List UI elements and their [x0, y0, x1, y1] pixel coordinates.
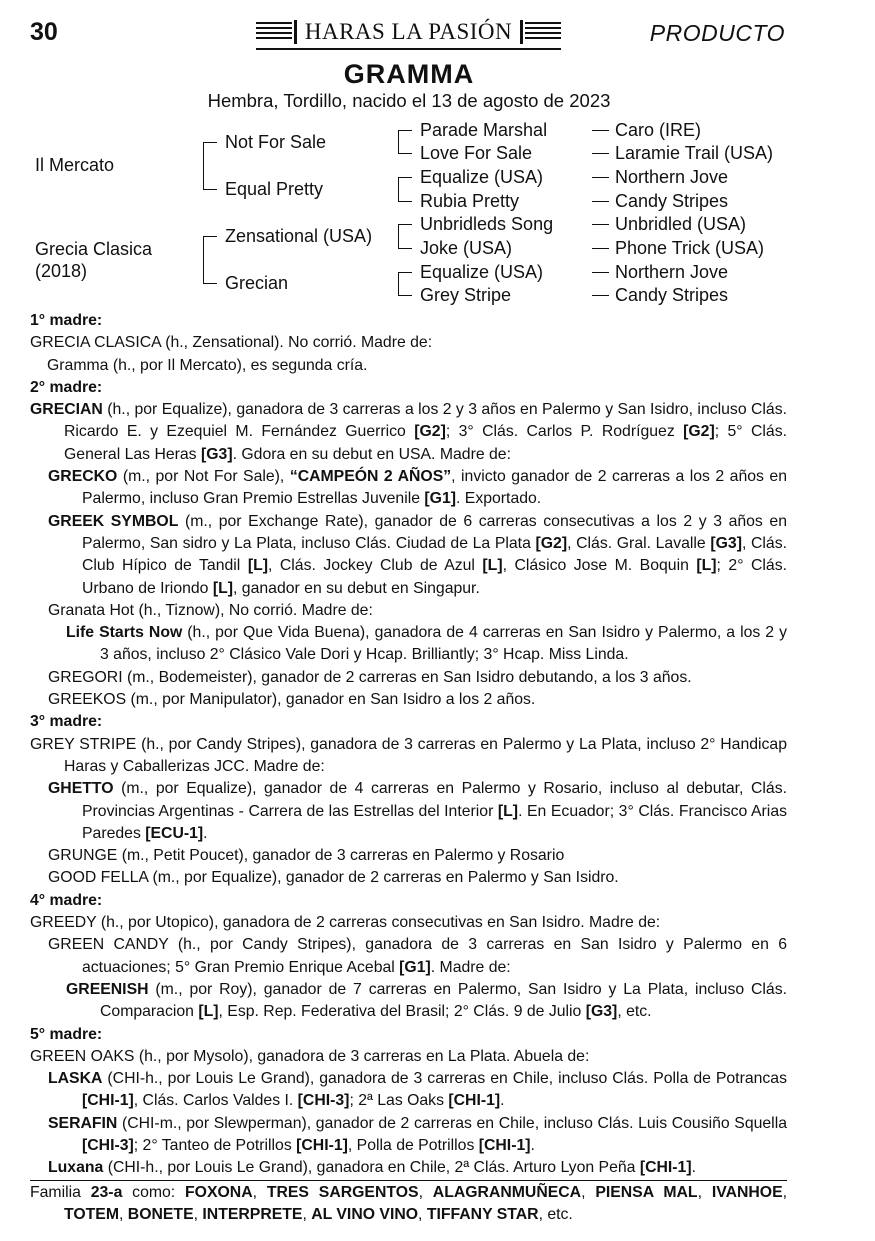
bracket [398, 224, 399, 248]
pedigree-dash [592, 272, 609, 273]
text-run: ; 5° Clás. General Las Heras [64, 423, 788, 463]
record-entry [30, 778, 787, 845]
bold-run: [G3] [585, 1003, 618, 1021]
text-run: (m., por Equalize), ganador de 4 carreras en Palermo y Rosario, incluso al debutar, Clás. Provincias Argentinas - Carrera de las Estrellas del Interior [82, 780, 787, 820]
text-run: (h., por Equalize), ganadora de 3 carreras a los 2 y 3 años en Palermo y San Isidro, incluso Clás. Ricardo E. y Ezequiel M. Fernández Guerrico [64, 401, 787, 441]
ped-g2: Equal Pretty [225, 179, 324, 199]
pedigree-dash [592, 248, 609, 249]
bracket-tick [203, 189, 217, 190]
bracket [203, 142, 204, 189]
bold-run: [G2] [683, 423, 715, 441]
logo-bars-right [525, 22, 561, 42]
text-run: . Gdora en su debut en USA. Madre de: [232, 445, 511, 463]
bold-run: [ECU-1] [145, 824, 204, 842]
ped-g3: Joke (USA) [420, 238, 513, 258]
text-run: , Clás. Carlos Valdes I. [133, 1092, 298, 1110]
record-entry [30, 979, 787, 1024]
bold-run: Life Starts Now [66, 624, 183, 642]
text-run: GOOD FELLA (m., por Equalize), ganador de 2 carreras en Palermo y San Isidro. [48, 869, 619, 887]
text-run: , etc. [617, 1003, 652, 1021]
dam-heading [30, 310, 787, 332]
text-run: (CHI-h., por Louis Le Grand), ganadora en Chile, 2ª Clás. Arturo Lyon Peña [103, 1159, 640, 1177]
record-entry [30, 912, 787, 934]
bold-run: GREENISH [66, 980, 149, 998]
bracket-tick [398, 295, 412, 296]
bracket-tick [203, 142, 217, 143]
bracket-tick [398, 224, 412, 225]
bold-run: [L] [212, 579, 234, 597]
bracket [203, 236, 204, 283]
bold-run: GREEK SYMBOL [48, 512, 179, 530]
record-entry [30, 1068, 787, 1113]
ped-g4: Northern Jove [615, 262, 729, 282]
record-entry [30, 1046, 787, 1068]
bold-run: ALAGRANMUÑECA [432, 1183, 582, 1201]
bold-run: FOXONA [185, 1183, 253, 1201]
ped-g4: Caro (IRE) [615, 120, 702, 140]
family-line [30, 1180, 787, 1227]
ped-g2: Not For Sale [225, 132, 327, 152]
ped-g3: Rubia Pretty [420, 191, 520, 211]
bold-run: PIENSA MAL [595, 1183, 698, 1201]
record-entry [30, 867, 787, 889]
logo-bars-left [256, 22, 292, 42]
brand-name: HARAS LA PASIÓN [304, 19, 513, 44]
section-label: PRODUCTO [649, 20, 785, 46]
dam-year: (2018) [35, 261, 88, 281]
bold-run: LASKA [48, 1070, 103, 1088]
bold-run: GHETTO [48, 780, 114, 798]
text-run: ; 2° Clás. Urbano de Iriondo [82, 557, 788, 597]
ped-g2: Zensational (USA) [225, 226, 373, 246]
text-run: . En Ecuador; 3° Clás. Francisco Arias Paredes [82, 802, 788, 842]
record-entry [30, 667, 787, 689]
record-entry [30, 466, 787, 511]
logo-bar [520, 20, 523, 44]
bold-run: [G1] [424, 490, 457, 508]
produce-record [30, 310, 787, 1226]
bold-run: TIFFANY STAR [426, 1205, 539, 1223]
bold-run: INTERPRETE [202, 1205, 303, 1223]
record-entry [30, 622, 787, 667]
text-run: (m., por Exchange Rate), ganador de 6 carreras consecutivas a los 2 y 3 años en Palermo, San sidro y La Plata, incluso Clás. Ciudad de La Plata [82, 512, 787, 552]
text-run: GREGORI (m., Bodemeister), ganador de 2 carreras en San Isidro debutando, a los 3 años. [48, 668, 692, 686]
bold-run: [L] [497, 802, 519, 820]
bracket [398, 177, 399, 201]
bracket-tick [398, 130, 412, 131]
text-run: 5° madre: [30, 1025, 103, 1043]
text-run: 4° madre: [30, 891, 103, 909]
text-run: , Clás. Gral. Lavalle [567, 534, 711, 552]
text-run: , Clás. Club Hípico de Tandil [82, 534, 787, 575]
text-run: ; 2ª Las Oaks [349, 1092, 449, 1110]
ped-g3: Equalize (USA) [420, 262, 544, 282]
text-run: GREEN OAKS (h., por Mysolo), ganadora de 3 carreras en La Plata. Abuela de: [30, 1047, 590, 1065]
bold-run: AL VINO VINO [311, 1205, 419, 1223]
record-entry [30, 600, 787, 622]
bold-run: [G2] [414, 423, 446, 441]
bold-run: [L] [247, 557, 268, 575]
dam: Grecia Clasica [35, 239, 153, 259]
text-run: , [581, 1183, 596, 1201]
text-run: como: [122, 1183, 186, 1201]
horse-name: GRAMMA [343, 59, 475, 89]
record-entry [30, 1113, 787, 1158]
pedigree-dash [592, 295, 609, 296]
ped-g4: Candy Stripes [615, 285, 729, 305]
bold-run: [L] [482, 557, 503, 575]
bold-run: [G3] [710, 534, 742, 552]
record-entry [30, 845, 787, 867]
text-run: . [203, 824, 208, 842]
bold-run: [G2] [535, 534, 568, 552]
text-run: , Clásico Jose M. Boquin [502, 557, 697, 575]
ped-g4: Phone Trick (USA) [615, 238, 765, 258]
text-run: 3° madre: [30, 713, 103, 731]
text-run: , Polla de Potrillos [347, 1136, 479, 1154]
bold-run: TOTEM [64, 1205, 119, 1223]
text-run: Granata Hot (h., Tiznow), No corrió. Madre de: [48, 601, 373, 619]
text-run: GRECIA CLASICA (h., Zensational). No corrió. Madre de: [30, 334, 433, 352]
bold-run: [G3] [200, 445, 233, 463]
pedigree-dash [592, 201, 609, 202]
dam-heading [30, 890, 787, 912]
ped-g4: Unbridled (USA) [615, 214, 747, 234]
record-entry [30, 511, 787, 600]
ped-g3: Parade Marshal [420, 120, 548, 140]
text-run: . [530, 1136, 535, 1154]
logo-underline [256, 48, 561, 50]
bold-run: [CHI-1] [478, 1136, 531, 1154]
record-entry [30, 689, 787, 711]
bold-run: BONETE [127, 1205, 194, 1223]
record-entry [30, 1157, 787, 1179]
ped-g4: Laramie Trail (USA) [615, 143, 774, 163]
bold-run: SERAFIN [48, 1114, 118, 1132]
brand-logo [256, 18, 561, 48]
text-run: , [418, 1205, 427, 1223]
text-run: , [418, 1183, 433, 1201]
ped-g3: Unbridleds Song [420, 214, 554, 234]
logo-bar [294, 20, 297, 44]
bold-run: 23-a [90, 1183, 123, 1201]
dam-heading [30, 1024, 787, 1046]
bold-run: [CHI-1] [639, 1159, 692, 1177]
bold-run: [CHI-3] [297, 1092, 350, 1110]
dam-heading [30, 711, 787, 733]
bracket-tick [398, 177, 412, 178]
bold-run: GRECKO [48, 468, 118, 486]
text-run: (CHI-h., por Louis Le Grand), ganadora de 3 carreras en Chile, incluso Clás. Polla de Potrancas [102, 1070, 787, 1088]
text-run: . Exportado. [456, 490, 542, 508]
pedigree-dash [592, 153, 609, 154]
ped-g2: Grecian [225, 273, 289, 293]
text-run: 1° madre: [30, 312, 103, 329]
text-run: (CHI-m., por Slewperman), ganador de 2 carreras en Chile, incluso Clás. Luis Cousiño Squella [117, 1114, 787, 1132]
record-entry [30, 332, 787, 354]
text-run: GREY STRIPE (h., por Candy Stripes), ganadora de 3 carreras en Palermo y La Plata, incluso 2° Handicap Haras y Caballerizas JCC. Madre de: [30, 735, 787, 775]
text-run: . Madre de: [430, 958, 511, 976]
bold-run: IVANHOE [711, 1183, 783, 1201]
text-run: (m., por Roy), ganador de 7 carreras en Palermo, San Isidro y La Plata, incluso Clás. Comparacion [100, 980, 787, 1021]
bold-run: [G1] [399, 958, 431, 976]
text-run: GREEDY (h., por Utopico), ganadora de 2 carreras consecutivas en San Isidro. Madre de: [30, 914, 661, 932]
bracket-tick [398, 153, 412, 154]
sire: Il Mercato [35, 155, 115, 175]
bracket [398, 130, 399, 153]
text-run: GRUNGE (m., Petit Poucet), ganador de 3 carreras en Palermo y Rosario [48, 847, 565, 865]
bold-run: “CAMPEÓN 2 AÑOS” [289, 468, 452, 486]
bracket-tick [398, 201, 412, 202]
ped-g3: Love For Sale [420, 143, 533, 163]
bold-run: [CHI-3] [82, 1136, 134, 1154]
dam-heading [30, 377, 787, 399]
text-run: , invicto ganador de 2 carreras a los 2 años en Palermo, incluso Gran Premio Estrellas Juvenile [82, 468, 787, 508]
text-run: , Clás. Jockey Club de Azul [267, 557, 483, 575]
ped-g4: Candy Stripes [615, 191, 729, 211]
text-run: , [697, 1183, 712, 1201]
text-run: . [500, 1092, 505, 1110]
bold-run: [L] [198, 1003, 219, 1021]
record-entry [30, 355, 787, 377]
bold-run: [L] [696, 557, 717, 575]
bold-run: GRECIAN [30, 401, 103, 419]
text-run: , Esp. Rep. Federativa del Brasil; 2° Clás. 9 de Julio [218, 1003, 586, 1021]
record-entry [30, 399, 787, 466]
horse-description: Hembra, Tordillo, nacido el 13 de agosto de 2023 [207, 90, 611, 111]
text-run: (m., por Not For Sale), [117, 468, 290, 486]
bold-run: [CHI-1] [296, 1136, 348, 1154]
text-run: ; 2° Tanteo de Potrillos [133, 1136, 297, 1154]
text-run: , [193, 1205, 203, 1223]
text-run: Gramma (h., por Il Mercato), es segunda cría. [47, 356, 368, 374]
page-number: 30 [30, 18, 58, 46]
bold-run: [CHI-1] [448, 1092, 501, 1110]
pedigree-dash [592, 177, 609, 178]
text-run: Familia [30, 1183, 91, 1201]
text-run: , etc. [538, 1205, 573, 1223]
text-run: (h., por Que Vida Buena), ganadora de 4 carreras en San Isidro y Palermo, a los 2 y 3 años, incluso 2° Clásico Vale Dori y Hcap. Brilliantly; 3° Hcap. Miss Linda. [100, 624, 787, 664]
record-entry [30, 734, 787, 779]
bracket-tick [398, 248, 412, 249]
text-run: , [252, 1183, 267, 1201]
ped-g3: Equalize (USA) [420, 167, 544, 187]
bracket-tick [203, 283, 217, 284]
text-run: ; 3° Clás. Carlos P. Rodríguez [445, 423, 684, 441]
text-run: , ganador en su debut en Singapur. [233, 579, 480, 597]
bracket-tick [398, 272, 412, 273]
ped-g4: Northern Jove [615, 167, 729, 187]
pedigree-dash [592, 130, 609, 131]
bracket [398, 272, 399, 295]
text-run: 2° madre: [30, 378, 103, 396]
bold-run: TRES SARGENTOS [266, 1183, 419, 1201]
text-run: GREEKOS (m., por Manipulator), ganador en San Isidro a los 2 años. [48, 691, 536, 709]
pedigree-dash [592, 224, 609, 225]
text-run: . [691, 1159, 696, 1177]
text-run: , [302, 1205, 312, 1223]
bracket-tick [203, 236, 217, 237]
text-run: , [782, 1183, 788, 1201]
record-entry [30, 934, 787, 979]
bold-run: Luxana [48, 1159, 104, 1177]
text-run: GREEN CANDY (h., por Candy Stripes), ganadora de 3 carreras en San Isidro y Palermo en 6 actuaciones; 5° Gran Premio Enrique Acebal [48, 936, 787, 976]
bold-run: [CHI-1] [82, 1092, 134, 1110]
text-run: , [119, 1205, 128, 1223]
ped-g3: Grey Stripe [420, 285, 512, 305]
